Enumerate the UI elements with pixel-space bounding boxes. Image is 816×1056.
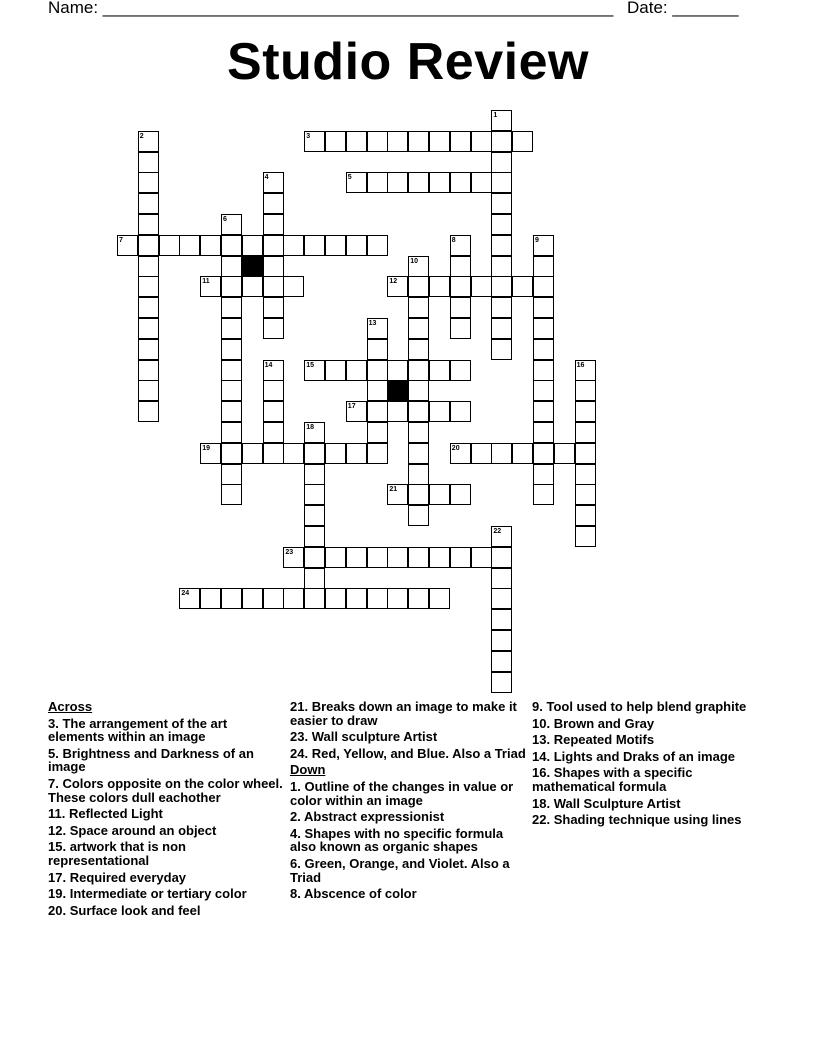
grid-number: 20 xyxy=(451,444,460,452)
clue-down-14: 14. Lights and Draks of an image xyxy=(532,748,736,764)
grid-number: 6 xyxy=(223,216,227,223)
across-heading: Across xyxy=(48,699,93,714)
grid-cell[interactable] xyxy=(512,131,533,152)
grid-cell[interactable] xyxy=(221,401,242,422)
grid-cell[interactable] xyxy=(221,588,242,609)
grid-cell[interactable] xyxy=(138,401,159,422)
grid-cell[interactable] xyxy=(304,484,325,505)
grid-cell[interactable] xyxy=(450,547,471,568)
grid-cell[interactable] xyxy=(221,380,242,401)
grid-cell[interactable] xyxy=(263,318,284,339)
grid-cell[interactable] xyxy=(491,256,512,277)
grid-cell[interactable] xyxy=(346,235,367,256)
grid-cell[interactable] xyxy=(554,443,575,464)
grid-cell[interactable] xyxy=(221,256,242,277)
name-line: Name: ______________________________________________________ xyxy=(48,0,614,17)
grid-cell[interactable] xyxy=(408,484,429,505)
grid-cell[interactable] xyxy=(491,193,512,214)
grid-cell[interactable] xyxy=(450,360,471,381)
date-line: Date: _______ xyxy=(627,0,739,17)
grid-cell[interactable] xyxy=(491,131,512,152)
grid-cell[interactable] xyxy=(533,464,554,485)
grid-cell[interactable] xyxy=(491,568,512,589)
grid-cell[interactable] xyxy=(159,235,180,256)
grid-cell[interactable] xyxy=(263,443,284,464)
clues-column-2 xyxy=(290,700,530,904)
grid-cell[interactable] xyxy=(138,276,159,297)
grid-cell[interactable] xyxy=(221,318,242,339)
grid-cell[interactable] xyxy=(450,131,471,152)
grid-cell[interactable] xyxy=(491,214,512,235)
grid-cell[interactable] xyxy=(346,443,367,464)
grid-cell[interactable] xyxy=(179,235,200,256)
grid-cell[interactable] xyxy=(450,256,471,277)
grid-number: 10 xyxy=(410,257,418,265)
grid-cell[interactable] xyxy=(408,547,429,568)
grid-cell[interactable] xyxy=(408,172,429,193)
grid-cell[interactable] xyxy=(450,484,471,505)
clue-across-17: 17. Required everyday xyxy=(48,869,187,885)
clue-across-11: 11. Reflected Light xyxy=(48,806,163,822)
clue-down-6: 6. Green, Orange, and Violet. Also a Triad xyxy=(290,855,510,885)
grid-cell[interactable] xyxy=(491,651,512,672)
clue-across-7: 7. Colors opposite on the color wheel. These colors dull eachother xyxy=(48,775,283,805)
grid-cell[interactable] xyxy=(346,547,367,568)
grid-cell[interactable] xyxy=(346,360,367,381)
grid-cell[interactable] xyxy=(138,172,159,193)
grid-number: 3 xyxy=(306,132,311,140)
clue-across-24: 24. Red, Yellow, and Blue. Also a Triad xyxy=(290,745,526,761)
grid-cell[interactable] xyxy=(408,339,429,360)
grid-cell[interactable] xyxy=(304,547,325,568)
grid-cell[interactable] xyxy=(242,235,263,256)
grid-cell[interactable] xyxy=(346,588,367,609)
grid-cell[interactable] xyxy=(533,256,554,277)
clue-across-23: 23. Wall sculpture Artist xyxy=(290,729,438,745)
grid-cell[interactable] xyxy=(138,193,159,214)
grid-cell[interactable] xyxy=(450,401,471,422)
grid-cell[interactable] xyxy=(325,235,346,256)
grid-cell[interactable] xyxy=(408,443,429,464)
grid-cell[interactable] xyxy=(450,297,471,318)
grid-cell[interactable] xyxy=(283,276,304,297)
grid-cell[interactable] xyxy=(533,422,554,443)
grid-cell[interactable] xyxy=(471,131,492,152)
grid-cell[interactable] xyxy=(387,131,408,152)
grid-cell[interactable] xyxy=(533,318,554,339)
grid-cell[interactable] xyxy=(450,276,471,297)
grid-number: 23 xyxy=(285,548,294,556)
grid-cell[interactable] xyxy=(138,152,159,173)
grid-cell[interactable] xyxy=(304,464,325,485)
grid-cell[interactable] xyxy=(408,131,429,152)
grid-cell[interactable] xyxy=(491,152,512,173)
grid-cell[interactable] xyxy=(387,588,408,609)
grid-number: 1 xyxy=(493,112,498,119)
grid-number: 22 xyxy=(493,528,502,535)
grid-cell[interactable] xyxy=(325,443,346,464)
clue-down-4: 4. Shapes with no specific formula also known as organic shapes xyxy=(290,825,504,855)
grid-cell[interactable] xyxy=(242,276,263,297)
grid-number: 11 xyxy=(202,278,210,286)
grid-cell[interactable] xyxy=(533,484,554,505)
grid-cell[interactable] xyxy=(408,464,429,485)
clue-across-20: 20. Surface look and feel xyxy=(48,902,201,918)
grid-block xyxy=(387,380,408,401)
grid-cell[interactable] xyxy=(387,547,408,568)
grid-cell[interactable] xyxy=(221,422,242,443)
grid-cell[interactable] xyxy=(575,464,596,485)
grid-cell[interactable] xyxy=(221,360,242,381)
clue-across-19: 19. Intermediate or tertiary color xyxy=(48,886,247,902)
grid-cell[interactable] xyxy=(367,588,388,609)
grid-cell[interactable] xyxy=(283,443,304,464)
grid-cell[interactable] xyxy=(263,235,284,256)
grid-cell[interactable] xyxy=(138,360,159,381)
grid-cell[interactable] xyxy=(408,360,429,381)
grid-cell[interactable] xyxy=(263,297,284,318)
grid-cell[interactable] xyxy=(263,380,284,401)
grid-cell[interactable] xyxy=(263,214,284,235)
grid-cell[interactable] xyxy=(263,401,284,422)
grid-cell[interactable] xyxy=(408,380,429,401)
grid-cell[interactable] xyxy=(325,547,346,568)
grid-cell[interactable] xyxy=(138,380,159,401)
grid-cell[interactable] xyxy=(575,505,596,526)
grid-cell[interactable] xyxy=(263,193,284,214)
grid-cell[interactable] xyxy=(429,588,450,609)
grid-cell[interactable] xyxy=(200,588,221,609)
grid-cell[interactable] xyxy=(304,505,325,526)
clue-down-1: 1. Outline of the changes in value or color within an image xyxy=(290,778,514,808)
grid-cell[interactable] xyxy=(367,443,388,464)
grid-cell[interactable] xyxy=(387,401,408,422)
grid-cell[interactable] xyxy=(367,131,388,152)
grid-cell[interactable] xyxy=(429,172,450,193)
clue-across-15: 15. artwork that is non representational xyxy=(48,839,186,868)
grid-cell[interactable] xyxy=(533,297,554,318)
grid-cell[interactable] xyxy=(367,380,388,401)
grid-cell[interactable] xyxy=(304,568,325,589)
clue-across-21: 21. Breaks down an image to make it easier to draw xyxy=(290,699,517,728)
grid-cell[interactable] xyxy=(138,339,159,360)
grid-cell[interactable] xyxy=(367,422,388,443)
grid-number: 15 xyxy=(306,361,314,369)
grid-cell[interactable] xyxy=(325,588,346,609)
grid-cell[interactable] xyxy=(429,484,450,505)
grid-cell[interactable] xyxy=(491,318,512,339)
grid-number: 4 xyxy=(264,174,269,182)
grid-cell[interactable] xyxy=(304,588,325,609)
grid-cell[interactable] xyxy=(491,339,512,360)
grid-number: 19 xyxy=(202,444,210,452)
grid-cell[interactable] xyxy=(138,235,159,256)
grid-cell[interactable] xyxy=(512,443,533,464)
grid-cell[interactable] xyxy=(471,172,492,193)
clue-down-16: 16. Shapes with a specific mathematical formula xyxy=(532,765,693,794)
grid-cell[interactable] xyxy=(221,297,242,318)
grid-block xyxy=(242,256,263,277)
clue-down-18: 18. Wall Sculpture Artist xyxy=(532,795,681,811)
grid-number: 8 xyxy=(451,236,456,244)
grid-cell[interactable] xyxy=(387,360,408,381)
grid-cell[interactable] xyxy=(138,214,159,235)
grid-cell[interactable] xyxy=(263,276,284,297)
grid-number: 16 xyxy=(576,361,585,369)
grid-number: 21 xyxy=(389,486,398,494)
grid-cell[interactable] xyxy=(491,443,512,464)
grid-cell[interactable] xyxy=(367,235,388,256)
grid-number: 17 xyxy=(347,403,356,411)
clue-down-22: 22. Shading technique using lines xyxy=(532,812,742,828)
grid-cell[interactable] xyxy=(512,276,533,297)
grid-cell[interactable] xyxy=(471,443,492,464)
grid-cell[interactable] xyxy=(491,547,512,568)
clue-down-13: 13. Repeated Motifs xyxy=(532,732,655,748)
grid-cell[interactable] xyxy=(575,401,596,422)
grid-cell[interactable] xyxy=(367,401,388,422)
grid-cell[interactable] xyxy=(533,443,554,464)
grid-cell[interactable] xyxy=(408,297,429,318)
grid-cell[interactable] xyxy=(221,339,242,360)
grid-cell[interactable] xyxy=(491,588,512,609)
grid-cell[interactable] xyxy=(575,484,596,505)
page-title: Studio Review xyxy=(227,33,589,91)
grid-cell[interactable] xyxy=(575,422,596,443)
grid-cell[interactable] xyxy=(367,547,388,568)
grid-cell[interactable] xyxy=(221,443,242,464)
grid-cell[interactable] xyxy=(491,235,512,256)
grid-cell[interactable] xyxy=(491,276,512,297)
grid-cell[interactable] xyxy=(325,131,346,152)
clue-down-10: 10. Brown and Gray xyxy=(532,715,655,731)
grid-cell[interactable] xyxy=(304,526,325,547)
grid-cell[interactable] xyxy=(138,256,159,277)
grid-number: 12 xyxy=(389,278,398,286)
grid-cell[interactable] xyxy=(242,443,263,464)
grid-cell[interactable] xyxy=(367,339,388,360)
grid-cell[interactable] xyxy=(221,484,242,505)
grid-cell[interactable] xyxy=(533,401,554,422)
grid-cell[interactable] xyxy=(221,276,242,297)
clue-down-8: 8. Abscence of color xyxy=(290,886,417,902)
grid-cell[interactable] xyxy=(575,526,596,547)
down-heading: Down xyxy=(290,762,326,778)
clues-column-1 xyxy=(48,700,284,920)
grid-cell[interactable] xyxy=(533,339,554,360)
grid-cell[interactable] xyxy=(263,422,284,443)
grid-cell[interactable] xyxy=(200,235,221,256)
grid-cell[interactable] xyxy=(221,464,242,485)
grid-cell[interactable] xyxy=(387,172,408,193)
grid-number: 13 xyxy=(368,320,377,327)
grid-cell[interactable] xyxy=(471,547,492,568)
grid-cell[interactable] xyxy=(367,172,388,193)
grid-cell[interactable] xyxy=(221,235,242,256)
grid-number: 7 xyxy=(119,236,123,244)
grid-cell[interactable] xyxy=(346,131,367,152)
grid-cell[interactable] xyxy=(283,588,304,609)
grid-cell[interactable] xyxy=(304,235,325,256)
grid-cell[interactable] xyxy=(491,297,512,318)
grid-cell[interactable] xyxy=(408,422,429,443)
grid-cell[interactable] xyxy=(325,360,346,381)
grid-cell[interactable] xyxy=(138,318,159,339)
grid-cell[interactable] xyxy=(450,318,471,339)
grid-cell[interactable] xyxy=(367,360,388,381)
grid-cell[interactable] xyxy=(408,318,429,339)
grid-cell[interactable] xyxy=(408,401,429,422)
clue-down-9: 9. Tool used to help blend graphite xyxy=(532,699,747,714)
grid-cell[interactable] xyxy=(491,172,512,193)
grid-cell[interactable] xyxy=(408,588,429,609)
grid-cell[interactable] xyxy=(429,401,450,422)
grid-cell[interactable] xyxy=(575,443,596,464)
grid-number: 2 xyxy=(139,132,144,140)
grid-cell[interactable] xyxy=(283,235,304,256)
grid-number: 5 xyxy=(347,174,352,182)
grid-cell[interactable] xyxy=(242,588,263,609)
clues-column-3 xyxy=(532,700,772,830)
grid-number: 18 xyxy=(306,424,314,431)
grid-cell[interactable] xyxy=(533,380,554,401)
grid-cell[interactable] xyxy=(138,297,159,318)
grid-cell[interactable] xyxy=(491,609,512,630)
grid-cell[interactable] xyxy=(429,547,450,568)
grid-cell[interactable] xyxy=(263,588,284,609)
grid-cell[interactable] xyxy=(450,172,471,193)
grid-cell[interactable] xyxy=(429,276,450,297)
clue-across-3: 3. The arrangement of the art elements within an image xyxy=(48,715,228,745)
clue-across-12: 12. Space around an object xyxy=(48,822,217,838)
grid-cell[interactable] xyxy=(575,380,596,401)
grid-cell[interactable] xyxy=(491,630,512,651)
grid-cell[interactable] xyxy=(429,360,450,381)
clue-across-5: 5. Brightness and Darkness of an image xyxy=(48,745,254,775)
grid-cell[interactable] xyxy=(429,131,450,152)
grid-cell[interactable] xyxy=(533,276,554,297)
grid-number: 24 xyxy=(181,590,190,598)
grid-cell[interactable] xyxy=(408,276,429,297)
grid-cell[interactable] xyxy=(304,443,325,464)
grid-cell[interactable] xyxy=(408,505,429,526)
grid-cell[interactable] xyxy=(471,276,492,297)
grid-cell[interactable] xyxy=(263,256,284,277)
grid-number: 9 xyxy=(535,236,539,244)
clue-down-2: 2. Abstract expressionist xyxy=(290,809,445,825)
grid-cell[interactable] xyxy=(491,672,512,693)
grid-cell[interactable] xyxy=(533,360,554,381)
grid-number: 14 xyxy=(264,361,273,369)
